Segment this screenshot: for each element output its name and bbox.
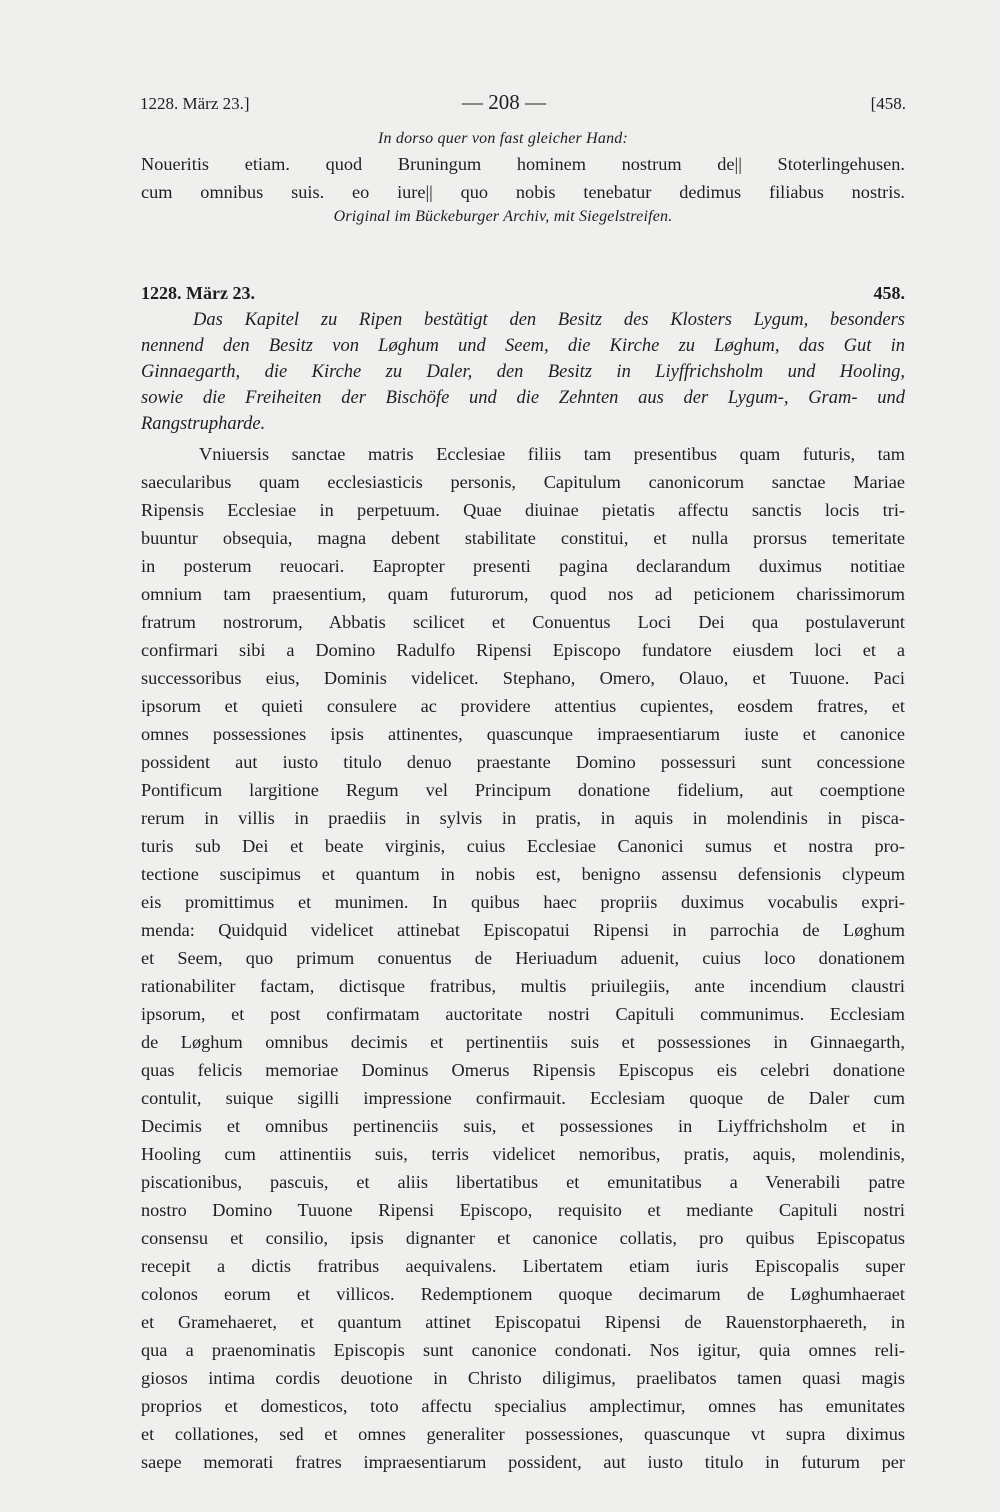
body-line: Vniuersis sanctae matris Ecclesiae filiis tam presentibus quam futuris, tam [199,444,905,464]
body-line: buuntur obsequia, magna debent stabilitate constitui, et nulla prorsus temeritate [141,528,905,548]
body-line: confirmari sibi a Domino Radulfo Ripensi Episcopo fundatore eiusdem loci et a [141,640,905,660]
body-line: saecularibus quam ecclesiasticis personis, Capitulum canonicorum sanctae Mariae [141,472,905,492]
body-line: qua a praenominatis Episcopis sunt canonice condonati. Nos igitur, quia omnes reli- [141,1340,905,1360]
document-number: 458. [873,283,905,303]
header-date: 1228. März 23.] [140,94,250,113]
summary-line: Rangstrupharde. [141,414,266,434]
body-line: contulit, suique sigilli impressione confirmauit. Ecclesiam quoque de Daler cum [141,1088,905,1108]
text-line: Noueritis etiam. quod Bruningum hominem nostrum de|| Stoterlingehusen. [141,154,905,174]
body-line: possident aut iusto titulo denuo praestante Domino possessuri sunt concessione [141,752,905,772]
body-line: omnium tam praesentium, quam futurorum, quod nos ad peticionem charissimorum [141,584,905,604]
body-line: ipsorum, et post confirmatam auctoritate nostri Capituli communimus. Ecclesiam [141,1004,905,1024]
document-body [141,440,905,1476]
body-line: omnes possessiones ipsis attinentes, quascunque impraesentiarum iuste et canonice [141,724,905,744]
body-line: ipsorum et quieti consulere ac providere attentius cupientes, eosdem fratres, et [141,696,905,716]
summary-line: Das Kapitel zu Ripen bestätigt den Besitz des Klosters Lygum, besonders [193,310,905,330]
body-line: et collationes, sed et omnes generaliter possessiones, quascunque vt supra diximus [141,1424,905,1444]
document-heading [141,283,905,309]
body-line: nostro Domino Tuuone Ripensi Episcopo, requisito et mediante Capituli nostri [141,1200,905,1220]
body-line: rationabiliter factam, dictisque fratribus, multis priuilegiis, ante incendium claustri [141,976,905,996]
body-line: de Løghum omnibus decimis et pertinentiis suis et possessiones in Ginnaegarth, [141,1032,905,1052]
header-document-number: [458. [870,94,906,113]
body-line: Pontificum largitione Regum vel Principum donatione fidelium, aut coemptione [141,780,905,800]
body-line: in posterum reuocari. Eapropter presenti pagina declarandum duximus notitiae [141,556,905,576]
page-number: — 208 — [462,90,546,114]
source-note: Original im Bückeburger Archiv, mit Siegelstreifen. [333,208,673,225]
body-line: fratrum nostrorum, Abbatis scilicet et Conuentus Loci Dei qua postulaverunt [141,612,905,632]
summary-line: sowie die Freiheiten der Bischöfe und die Zehnten aus der Lygum-, Gram- und [141,388,905,408]
body-line: piscationibus, pascuis, et aliis libertatibus et emunitatibus a Venerabili patre [141,1172,905,1192]
body-line: quas felicis memoriae Dominus Omerus Ripensis Episcopus eis celebri donatione [141,1060,905,1080]
body-line: successoribus eius, Dominis videlicet. Stephano, Omero, Olauo, et Tuuone. Paci [141,668,905,688]
body-line: menda: Quidquid videlicet attinebat Episcopatui Ripensi in parrochia de Løghum [141,920,905,940]
dorsal-note-text [141,150,905,206]
body-line: tectione suscipimus et quantum in nobis est, benigno assensu defensionis clypeum [141,864,905,884]
dorsal-note-intro: In dorso quer von fast gleicher Hand: [377,130,629,147]
text-line: cum omnibus suis. eo iure|| quo nobis tenebatur dedimus filiabus nostris. [141,182,905,202]
document-summary [141,307,905,437]
body-line: giosos intima cordis deuotione in Christo diligimus, praelibatos tamen quasi magis [141,1368,905,1388]
body-line: eis promittimus et munimen. In quibus haec propriis duximus vocabulis expri- [141,892,905,912]
body-line: Decimis et omnibus pertinenciis suis, et possessiones in Liyffrichsholm et in [141,1116,905,1136]
body-line: recepit a dictis fratribus aequivalens. Libertatem etiam iuris Episcopalis super [141,1256,905,1276]
body-line: Ripensis Ecclesiae in perpetuum. Quae diuinae pietatis affectu sanctis locis tri- [141,500,905,520]
summary-line: Ginnaegarth, die Kirche zu Daler, den Besitz in Liyffrichsholm und Hooling, [141,362,905,382]
body-line: et Gramehaeret, et quantum attinet Episcopatui Ripensi de Rauenstorphaereth, in [141,1312,905,1332]
previous-document-note [141,130,905,226]
body-line: Hooling cum attinentiis suis, terris videlicet nemoribus, pratis, aquis, molendinis, [141,1144,905,1164]
document-date: 1228. März 23. [141,283,255,303]
body-line: rerum in villis in praediis in sylvis in pratis, in aquis in molendinis in pisca- [141,808,905,828]
body-line: turis sub Dei et beate virginis, cuius Ecclesiae Canonici sumus et nostra pro- [141,836,905,856]
running-header [140,90,906,118]
body-line: et Seem, quo primum conuentus de Heriuadum aduenit, cuius loco donationem [141,948,905,968]
body-line: consensu et consilio, ipsis dignanter et canonice collatis, pro quibus Episcopatus [141,1228,905,1248]
body-line: colonos eorum et villicos. Redemptionem quoque decimarum de Løghumhaeraet [141,1284,905,1304]
body-line: saepe memorati fratres impraesentiarum possident, aut iusto titulo in futurum per [141,1452,905,1472]
body-line: proprios et domesticos, toto affectu specialius amplectimur, omnes has emunitates [141,1396,905,1416]
summary-line: nennend den Besitz von Løghum und Seem, die Kirche zu Løghum, das Gut in [141,336,905,356]
